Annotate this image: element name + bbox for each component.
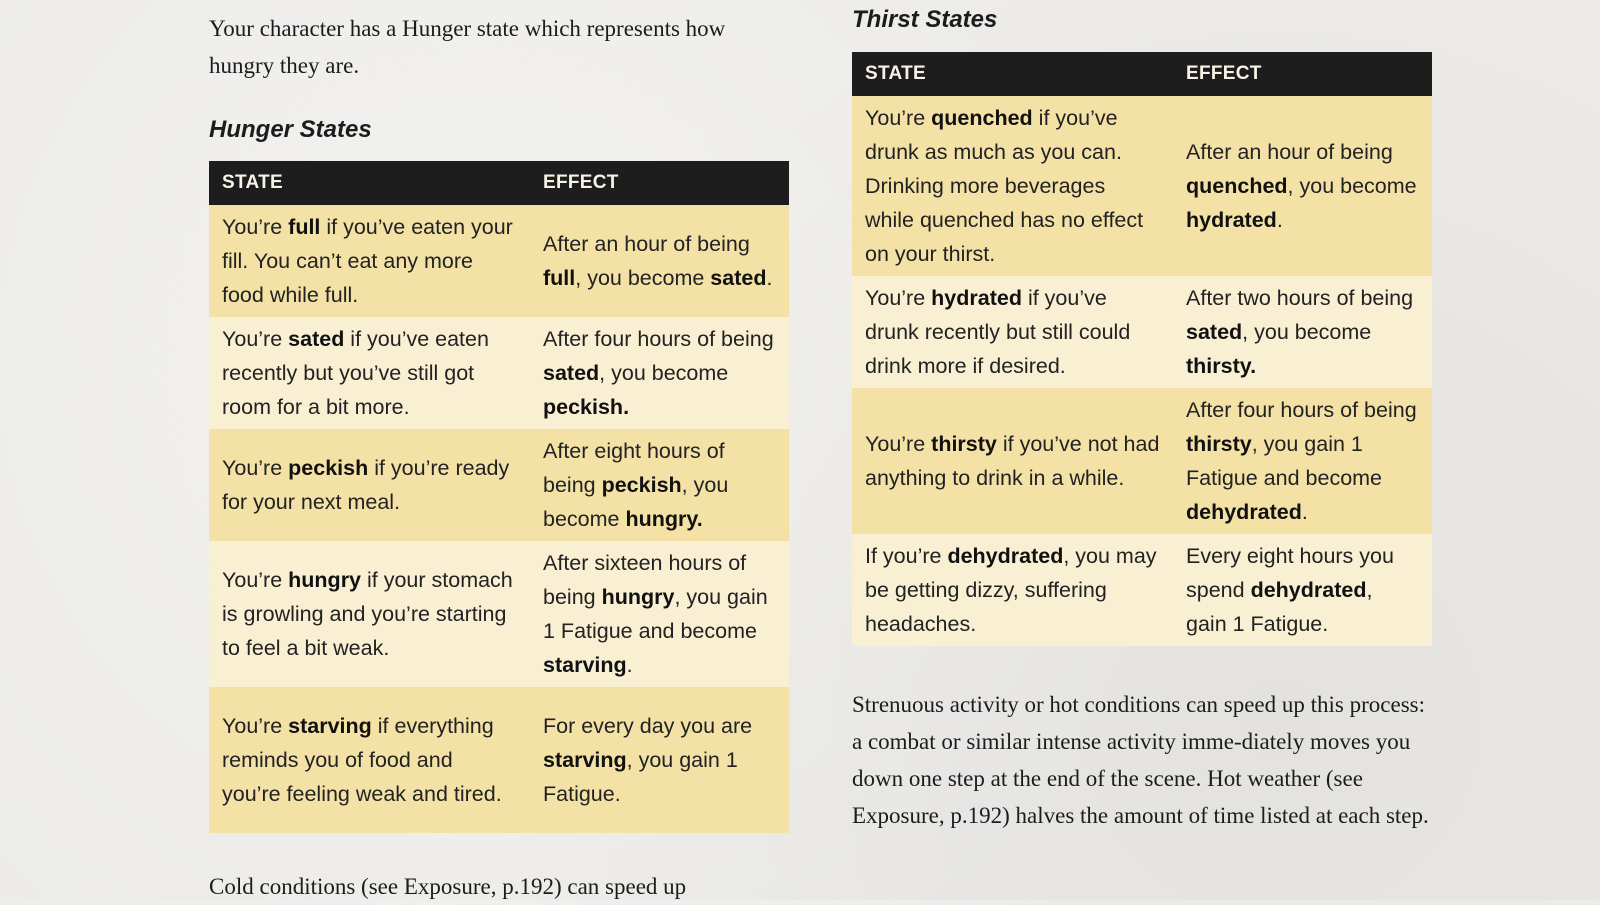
table-row: [209, 205, 789, 317]
state-cell: You’re quenched if you’ve drunk as much as you can. Drinking more beverages while quenched has no effect on your thirst.: [852, 96, 1173, 276]
effect-cell: After an hour of being full, you become sated.: [530, 205, 789, 317]
table-row: [852, 276, 1432, 388]
cold-conditions-paragraph: Cold conditions (see Exposure, p.192) can speed up: [209, 874, 687, 899]
state-cell: If you’re dehydrated, you may be getting dizzy, suffering headaches.: [852, 534, 1173, 646]
strenuous-activity-paragraph: Strenuous activity or hot conditions can speed up this process: a combat or similar intense activity imme-diately moves you down one step at the end of the scene. Hot weather (see Exposure, p.192) halves the amount of time listed at each step.: [852, 692, 1429, 828]
table-row: [209, 687, 789, 833]
state-cell: You’re full if you’ve eaten your fill. You can’t eat any more food while full.: [209, 205, 530, 317]
state-cell: You’re peckish if you’re ready for your next meal.: [209, 429, 530, 541]
state-cell: You’re thirsty if you’ve not had anything to drink in a while.: [852, 388, 1173, 534]
column-header-state: STATE: [852, 52, 1173, 96]
effect-cell: After an hour of being quenched, you become hydrated.: [1173, 96, 1432, 276]
table-header-row: [209, 161, 789, 205]
effect-cell: After sixteen hours of being hungry, you gain 1 Fatigue and become starving.: [530, 541, 789, 687]
thirst-states-heading: Thirst States: [852, 6, 998, 33]
state-cell: You’re hydrated if you’ve drunk recently but still could drink more if desired.: [852, 276, 1173, 388]
table-row: [852, 388, 1432, 534]
thirst-states-table: [852, 52, 1432, 646]
effect-cell: After four hours of being sated, you become peckish.: [530, 317, 789, 429]
hunger-states-table: [209, 161, 789, 833]
column-header-effect: EFFECT: [530, 161, 789, 205]
table-row: [209, 541, 789, 687]
table-row: [209, 317, 789, 429]
column-header-effect: EFFECT: [1173, 52, 1432, 96]
state-cell: You’re starving if everything reminds you of food and you’re feeling weak and tired.: [209, 687, 530, 833]
table-row: [852, 96, 1432, 276]
effect-cell: Every eight hours you spend dehydrated, gain 1 Fatigue.: [1173, 534, 1432, 646]
intro-paragraph: Your character has a Hunger state which represents how hungry they are.: [209, 16, 726, 78]
hunger-states-heading: Hunger States: [209, 116, 372, 143]
table-header-row: [852, 52, 1432, 96]
state-cell: You’re hungry if your stomach is growling and you’re starting to feel a bit weak.: [209, 541, 530, 687]
effect-cell: After four hours of being thirsty, you gain 1 Fatigue and become dehydrated.: [1173, 388, 1432, 534]
state-cell: You’re sated if you’ve eaten recently but you’ve still got room for a bit more.: [209, 317, 530, 429]
column-header-state: STATE: [209, 161, 530, 205]
table-row: [209, 429, 789, 541]
effect-cell: After two hours of being sated, you become thirsty.: [1173, 276, 1432, 388]
effect-cell: For every day you are starving, you gain 1 Fatigue.: [530, 687, 789, 833]
table-row: [852, 534, 1432, 646]
effect-cell: After eight hours of being peckish, you become hungry.: [530, 429, 789, 541]
